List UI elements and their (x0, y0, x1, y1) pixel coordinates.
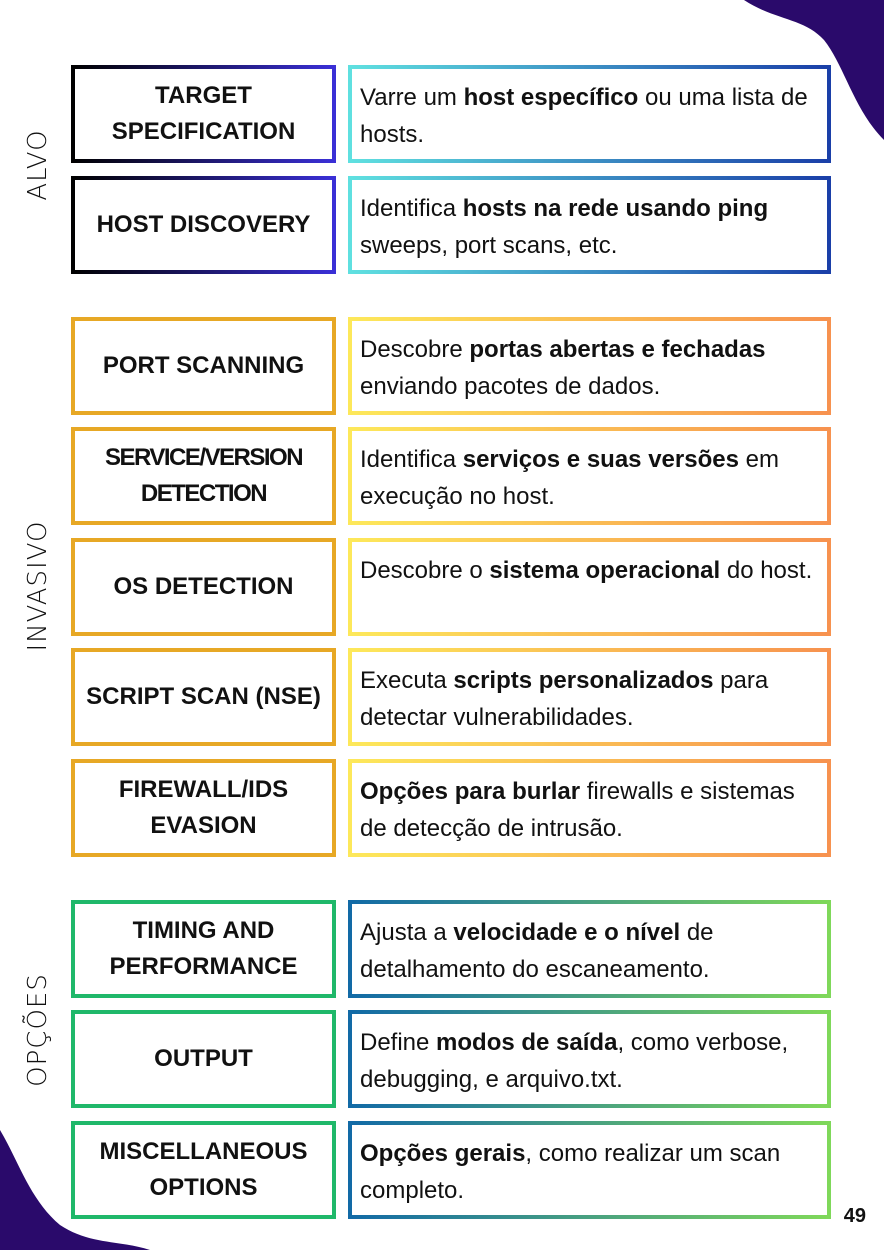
desc-highlight: velocidade e o nível (453, 919, 681, 946)
feature-title: TARGET SPECIFICATION (111, 82, 296, 145)
feature-miscellaneous-options (71, 1121, 336, 1219)
description-port-scanning: Descobre portas abertas e fechadas enviando pacotes de dados. (348, 317, 831, 415)
desc-highlight: portas abertas e fechadas (469, 336, 766, 363)
page-number: 49 (843, 1205, 866, 1227)
feature-os-detection (71, 538, 336, 636)
feature-title: OS DETECTION (113, 573, 294, 600)
section-label-opcoes: OPÇÕES (23, 973, 53, 1087)
desc-highlight: scripts personalizados (453, 667, 714, 694)
feature-target-specification (71, 65, 336, 163)
feature-title: TIMING AND PERFORMANCE (109, 917, 298, 980)
feature-title: PORT SCANNING (102, 352, 305, 379)
feature-title: SERVICE/VERSION DETECTION (104, 444, 303, 507)
desc-highlight: sistema operacional (489, 557, 721, 584)
feature-firewall-ids-evasion (71, 759, 336, 857)
desc-highlight: serviços e suas versões (462, 446, 739, 473)
feature-port-scanning (71, 317, 336, 415)
description-firewall-ids-evasion: Opções para burlar firewalls e sistemas de detecção de intrusão. (348, 759, 831, 857)
feature-title: OUTPUT (154, 1045, 253, 1072)
feature-title: HOST DISCOVERY (96, 211, 311, 238)
feature-timing-performance (71, 900, 336, 998)
feature-script-scan (71, 648, 336, 746)
description-miscellaneous-options: Opções gerais, como realizar um scan completo. (348, 1121, 831, 1219)
desc-highlight: host específico (463, 84, 639, 111)
feature-service-version-detection (71, 427, 336, 525)
description-script-scan: Executa scripts personalizados para detectar vulnerabilidades. (348, 648, 831, 746)
feature-title: FIREWALL/IDS EVASION (118, 776, 289, 839)
description-os-detection: Descobre o sistema operacional do host. (348, 538, 831, 636)
feature-title: SCRIPT SCAN (NSE) (86, 683, 321, 710)
feature-host-discovery (71, 176, 336, 274)
description-output: Define modos de saída, como verbose, debugging, e arquivo.txt. (348, 1010, 831, 1108)
desc-highlight: Opções gerais (360, 1140, 526, 1167)
desc-highlight: modos de saída (436, 1029, 618, 1056)
description-target-specification: Varre um host específico ou uma lista de hosts. (348, 65, 831, 163)
desc-highlight: Opções para burlar (360, 778, 581, 805)
description-service-version-detection: Identifica serviços e suas versões em execução no host. (348, 427, 831, 525)
desc-highlight: hosts na rede usando ping (462, 195, 769, 222)
feature-title: MISCELLANEOUS OPTIONS (99, 1138, 308, 1201)
description-host-discovery: Identifica hosts na rede usando ping sweeps, port scans, etc. (348, 176, 831, 274)
section-label-alvo: ALVO (23, 129, 53, 201)
description-timing-performance: Ajusta a velocidade e o nível de detalhamento do escaneamento. (348, 900, 831, 998)
section-label-invasivo: INVASIVO (23, 520, 53, 652)
feature-output (71, 1010, 336, 1108)
